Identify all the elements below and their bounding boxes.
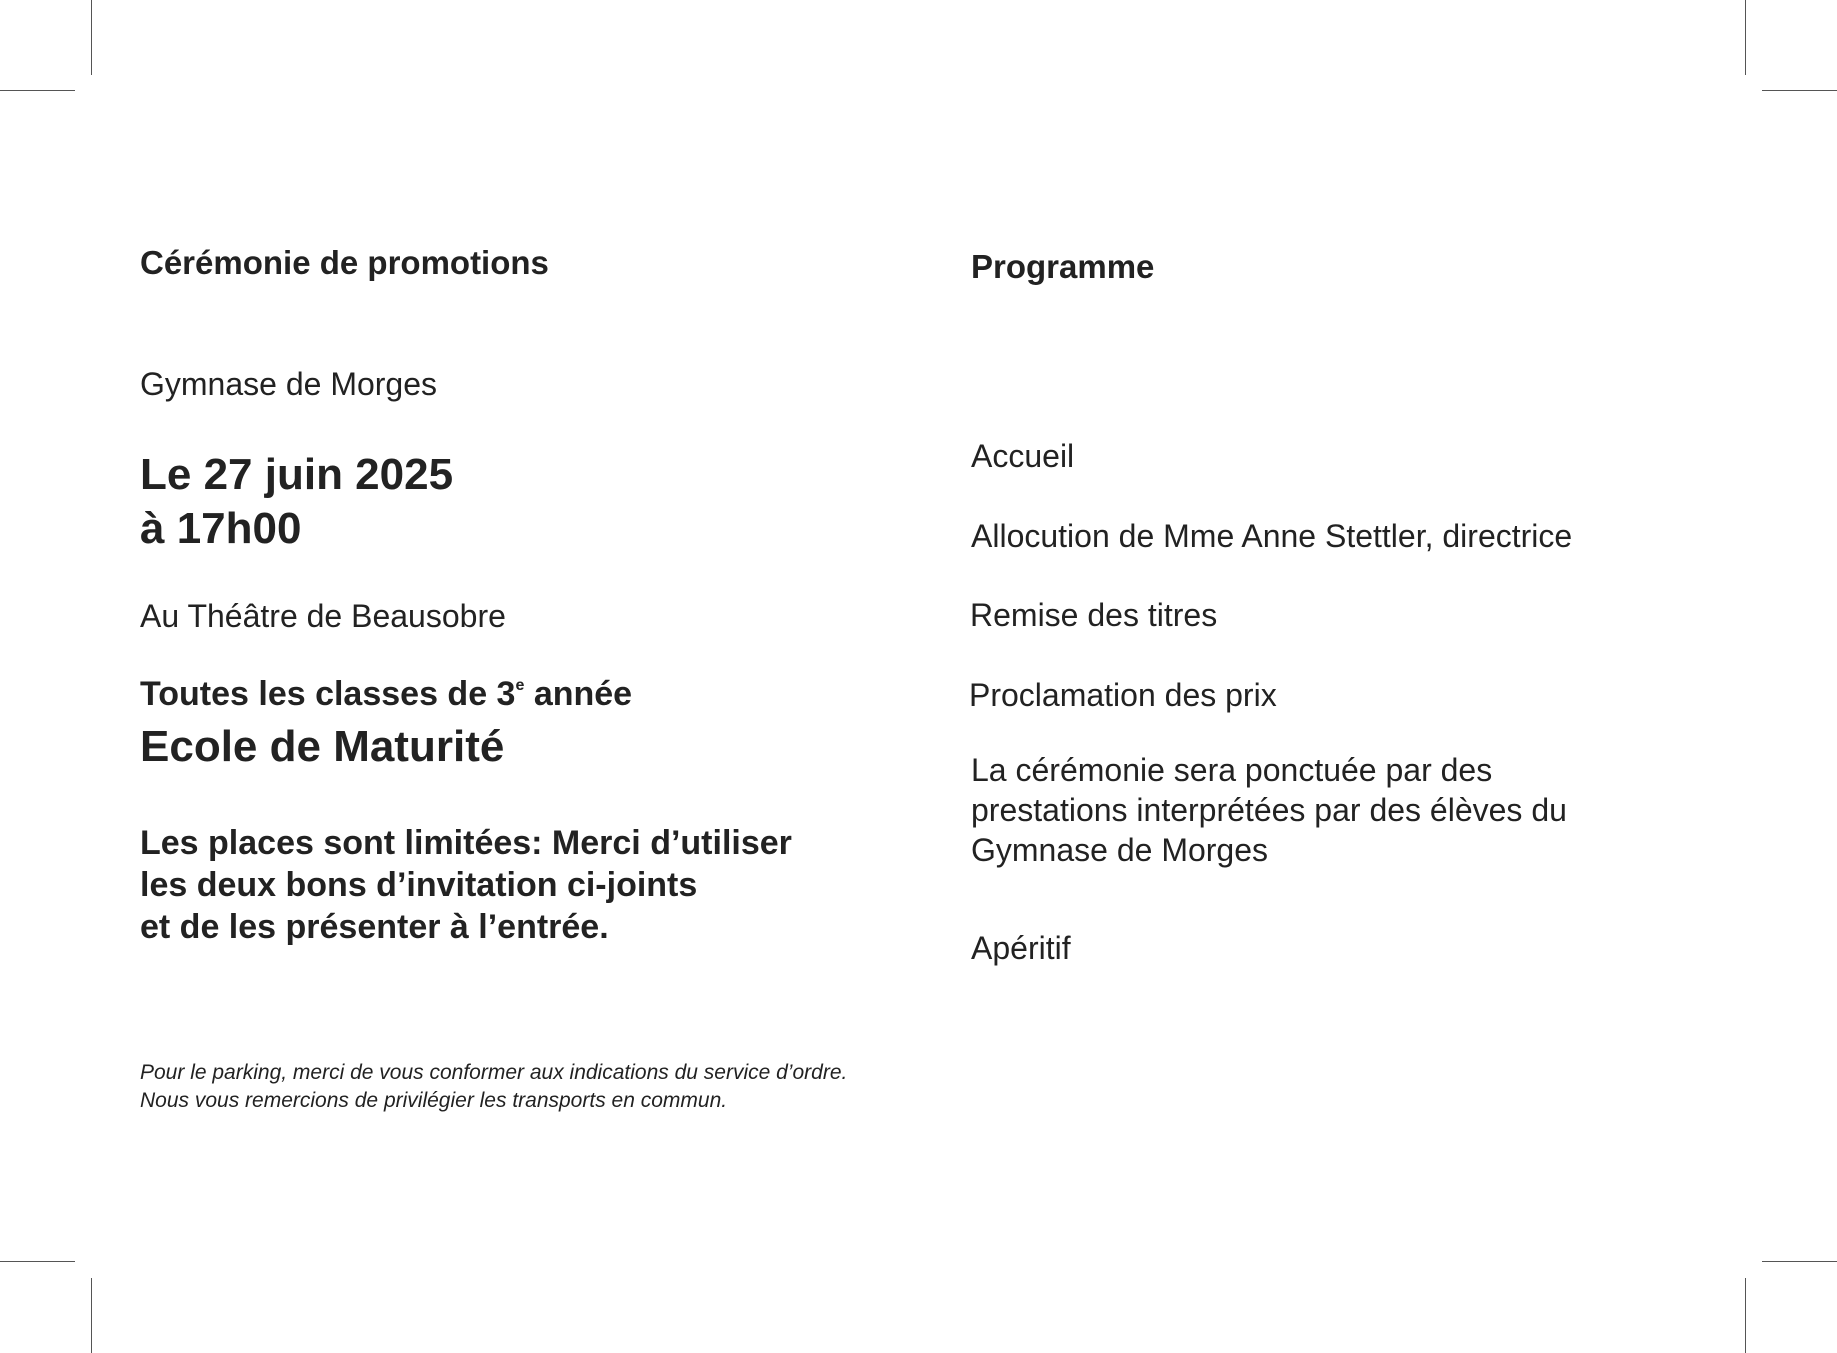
- footnote-line: Nous vous remercions de privilégier les transports en commun.: [140, 1089, 728, 1112]
- programme-item: Allocution de Mme Anne Stettler, directrice: [971, 518, 1573, 554]
- notice-line: Les places sont limitées: Merci d’utiliser: [140, 824, 792, 862]
- crop-mark-bottom-right-horizontal: [1762, 1261, 1837, 1262]
- classes-superscript: e: [515, 677, 525, 694]
- footnote-line: Pour le parking, merci de vous conformer aux indications du service d’ordre.: [140, 1061, 848, 1084]
- crop-mark-bottom-left-horizontal: [0, 1261, 75, 1262]
- programme-performance-note: [971, 750, 1751, 870]
- classes-prefix: Toutes les classes de 3: [140, 675, 516, 713]
- crop-mark-top-right-vertical: [1745, 0, 1746, 75]
- performance-line: Gymnase de Morges: [971, 832, 1269, 868]
- programme-item: Remise des titres: [970, 597, 1218, 633]
- parking-footnote: [140, 1059, 920, 1115]
- crop-mark-top-left-horizontal: [0, 90, 75, 91]
- notice-line: et de les présenter à l’entrée.: [140, 908, 609, 946]
- classes-suffix: année: [524, 675, 633, 713]
- crop-mark-top-right-horizontal: [1762, 90, 1837, 91]
- school-program: Ecole de Maturité: [140, 722, 505, 771]
- crop-mark-bottom-left-vertical: [91, 1278, 92, 1353]
- classes-line: [140, 675, 632, 714]
- school-name: Gymnase de Morges: [140, 366, 438, 402]
- notice-line: les deux bons d’invitation ci-joints: [140, 866, 698, 904]
- programme-item: Apéritif: [971, 930, 1071, 966]
- performance-line: La cérémonie sera ponctuée par des: [971, 752, 1493, 788]
- event-time: à 17h00: [140, 504, 302, 553]
- seating-notice: [140, 822, 920, 948]
- ceremony-title: Cérémonie de promotions: [140, 244, 549, 281]
- programme-item: Accueil: [971, 438, 1075, 474]
- programme-item: Proclamation des prix: [969, 677, 1277, 713]
- performance-line: prestations interprétées par des élèves du: [971, 792, 1567, 828]
- crop-mark-top-left-vertical: [91, 0, 92, 75]
- programme-title: Programme: [971, 248, 1155, 285]
- crop-mark-bottom-right-vertical: [1745, 1278, 1746, 1353]
- event-date: Le 27 juin 2025: [140, 450, 454, 499]
- event-venue: Au Théâtre de Beausobre: [140, 598, 506, 634]
